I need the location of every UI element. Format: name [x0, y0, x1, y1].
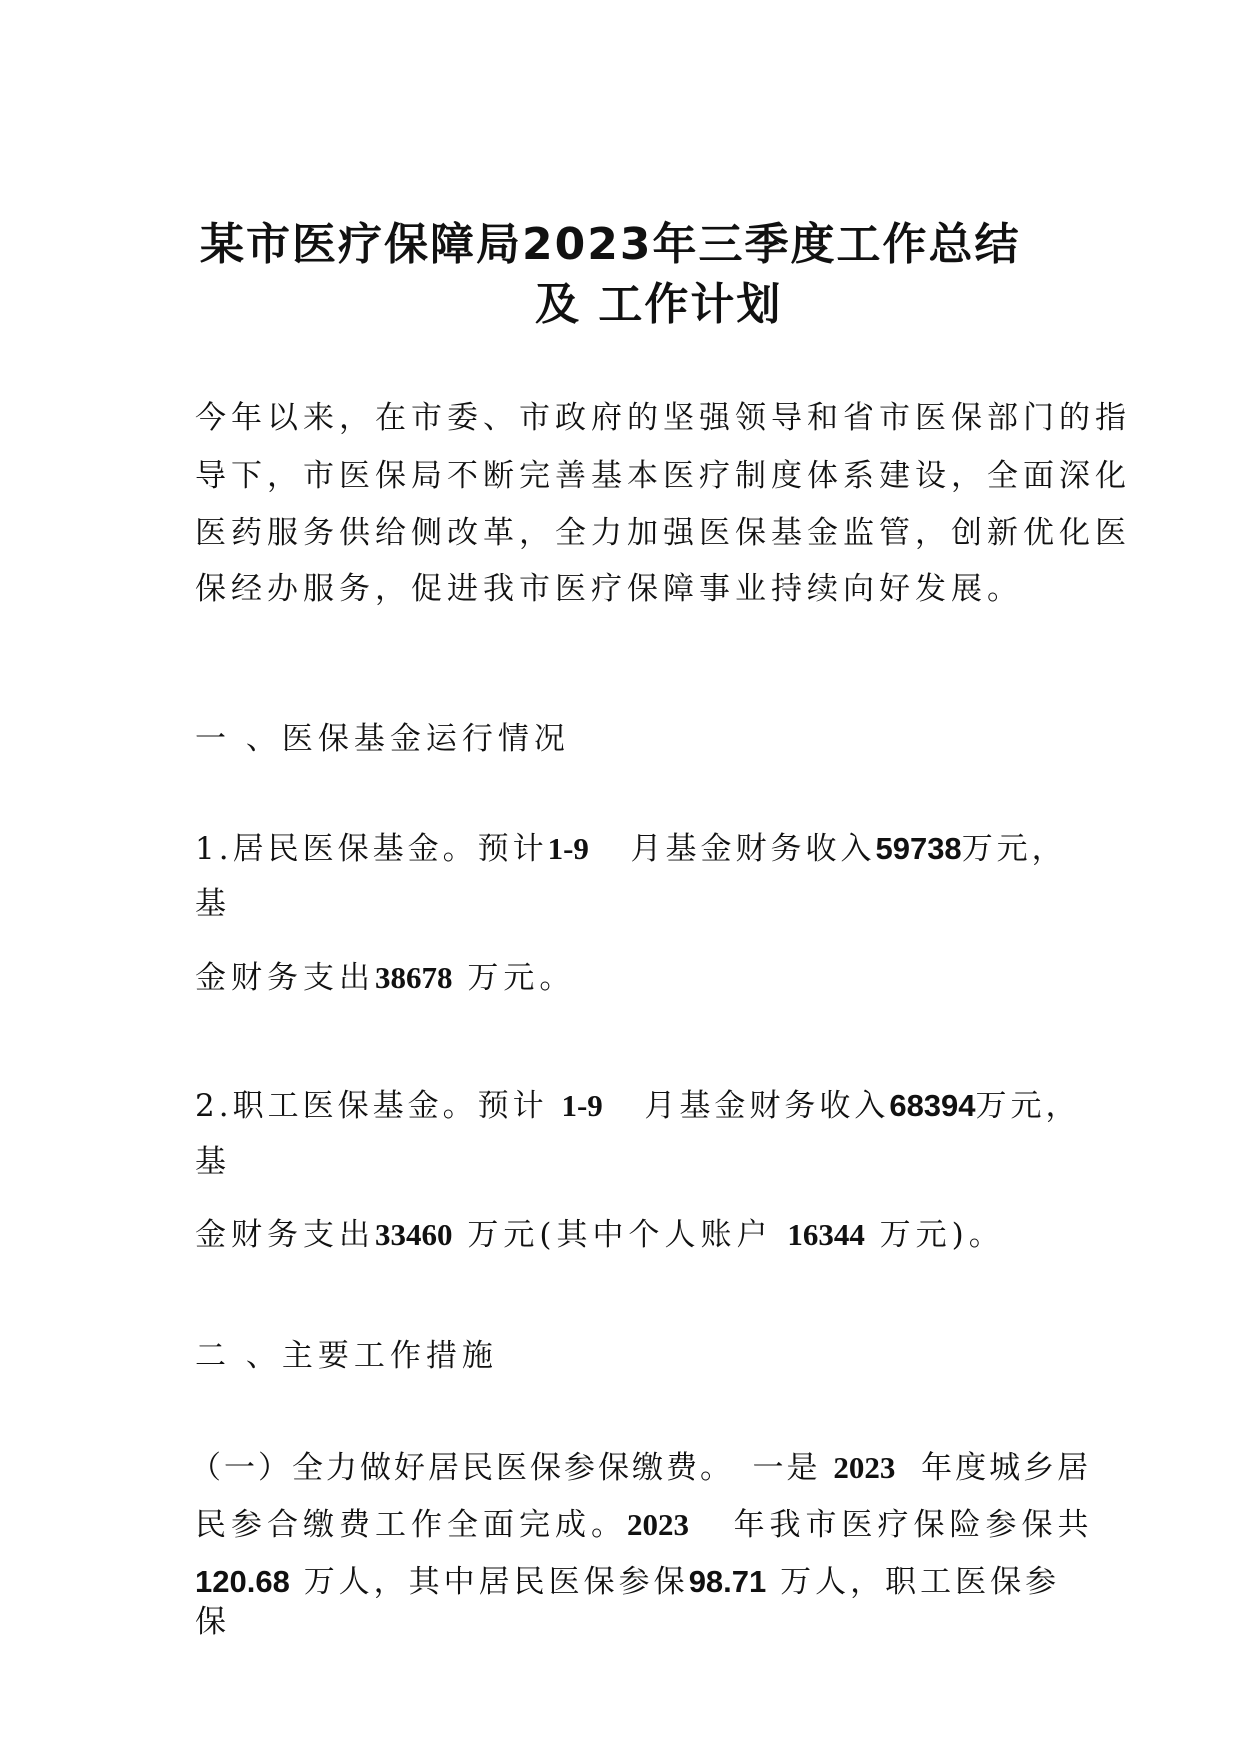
intro-line-4: 保经办服务，促进我市医疗保障事业持续向好发展。	[195, 571, 1023, 607]
section1-heading: 一 、医保基金运行情况	[195, 721, 570, 757]
item2-suffix: 万元，	[975, 1088, 1081, 1124]
para-l3-mid: 万人，其中居民医保参保	[303, 1564, 689, 1600]
document-title-line2: 及 工作计划	[535, 279, 783, 330]
item1-prefix: 1.居民医保基金。预计	[195, 831, 548, 867]
item2-prefix: 2.职工医保基金。预计	[195, 1088, 548, 1124]
item1-mid: 月基金财务收入	[630, 831, 876, 867]
section1-item1-line2	[195, 952, 575, 997]
item2-line2-prefix: 金财务支出	[195, 1217, 375, 1253]
item2-wrap: 基	[195, 1144, 231, 1180]
para-l3-total: 120.68	[195, 1564, 290, 1599]
para-l1-prefix: （一）全力做好居民医保参保缴费。 一是	[190, 1450, 821, 1486]
para-l2-year: 2023	[627, 1507, 689, 1542]
item2-expense: 33460	[375, 1217, 453, 1252]
para-l3-suffix: 万人，职工医保参	[780, 1564, 1061, 1600]
para-l1-year: 2023	[833, 1450, 896, 1485]
item2-line2-mid: 万元(其中个人账户	[467, 1217, 773, 1253]
section2-para-line3	[195, 1556, 1060, 1601]
intro-line-3: 医药服务供给侧改革，全力加强医保基金监管，创新优化医	[195, 515, 1131, 551]
item2-range: 1-9	[561, 1088, 603, 1123]
item1-expense: 38678	[375, 960, 453, 995]
item1-line2-prefix: 金财务支出	[195, 960, 375, 996]
para-l1-suffix: 年度城乡居	[921, 1450, 1092, 1486]
intro-line-1: 今年以来，在市委、市政府的坚强领导和省市医保部门的指	[195, 400, 1131, 436]
section2-para-line1	[190, 1442, 1091, 1487]
item1-line2-suffix: 万元。	[467, 960, 576, 996]
section1-item1-line1	[195, 823, 1067, 868]
item1-suffix: 万元，	[961, 831, 1067, 867]
para-l3-res: 98.71	[688, 1564, 767, 1599]
para-l2-prefix: 民参合缴费工作全面完成。	[195, 1507, 627, 1543]
para-l2-suffix: 年我市医疗保险参保共	[733, 1507, 1094, 1543]
section1-item2-line2	[195, 1209, 1005, 1254]
section2-para-line4: 保	[195, 1604, 231, 1640]
item1-income: 59738	[875, 831, 962, 866]
section1-item2-line1	[195, 1080, 1081, 1125]
item1-wrap: 基	[195, 886, 231, 922]
item1-range: 1-9	[547, 831, 589, 866]
section2-heading: 二 、主要工作措施	[195, 1338, 498, 1374]
intro-line-2: 导下，市医保局不断完善基本医疗制度体系建设，全面深化	[195, 458, 1131, 494]
item2-line2-suffix: 万元)。	[879, 1217, 1005, 1253]
item2-personal: 16344	[787, 1217, 865, 1252]
document-title-line1: 某市医疗保障局2023年三季度工作总结	[200, 219, 1021, 270]
item2-income: 68394	[889, 1088, 976, 1123]
section2-para-line2	[195, 1499, 1094, 1544]
item2-mid: 月基金财务收入	[644, 1088, 890, 1124]
